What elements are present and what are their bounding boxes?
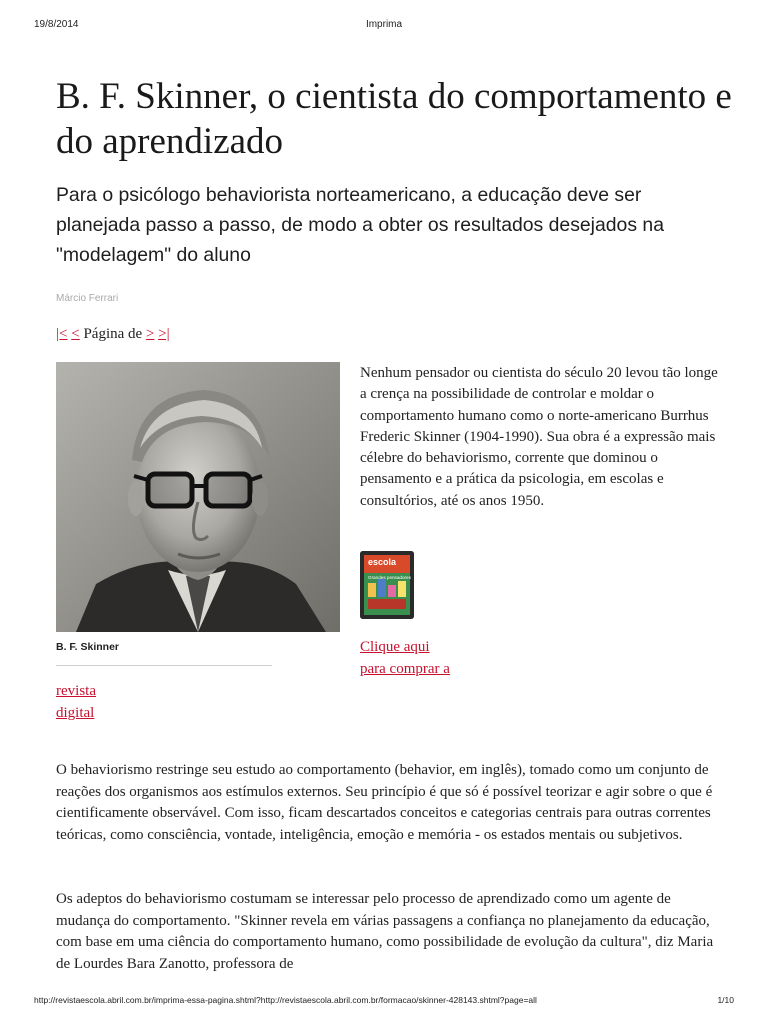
skinner-portrait: [56, 362, 340, 632]
portrait-photo: [56, 362, 340, 632]
page-label: Página de: [83, 326, 143, 342]
intro-paragraph: Nenhum pensador ou cientista do século 20 levou tão longe a crença na possibilidade de controlar e moldar o comportamento humano como o norte-americano Burrhus Frederic Skinner (1904-1990). Sua obra é a expressão mais célebre do behaviorismo, corrente que dominou o pensamento e a prática da psicologia, em escolas e consultórios, até os anos 1950.: [360, 365, 718, 509]
body-paragraph: Os adeptos do behaviorismo costumam se interessar pelo processo de aprendizado como um agente de mudança do comportamento. "Skinner revela em várias passagens a confiança no planejamento da educação, com base em uma ciência do comportamento humano, como possibilidade de evolução da cultura", diz Maria de Lourdes Bara Zanotto, professora de: [56, 891, 714, 972]
buy-magazine-link-continued: [56, 680, 96, 724]
buy-magazine-link-revista[interactable]: revista: [56, 683, 96, 699]
magazine-cover-title: escola: [368, 557, 397, 567]
print-date: 19/8/2014: [34, 19, 79, 30]
photo-caption: B. F. Skinner: [56, 641, 120, 653]
print-footer: [34, 995, 734, 1009]
print-page-title: Imprima: [365, 19, 403, 30]
print-header: [34, 19, 734, 33]
article-title: B. F. Skinner, o cientista do comportamento e do aprendizado: [56, 76, 732, 162]
previous-page-link[interactable]: <: [71, 326, 80, 342]
first-page-link[interactable]: |<: [56, 326, 68, 342]
buy-magazine-link: [360, 636, 450, 680]
print-url: http://revistaescola.abril.com.br/imprima-essa-pagina.shtml?http://revistaescola.abril.com.br/formacao/skinner-428143.shtml?page=all: [34, 995, 537, 1005]
buy-magazine-link-comprar[interactable]: para comprar a: [360, 661, 450, 677]
buy-magazine-link-clique[interactable]: Clique aqui: [360, 639, 430, 655]
body-paragraph: O behaviorismo restringe seu estudo ao comportamento (behavior, em inglês), tomado como um conjunto de reações dos organismos aos estímulos externos. Seu princípio é que só é possível teorizar e agir sobre o que é cientificamente observável. Com isso, ficam descartados conceitos e categorias centrais para outras correntes teóricas, como consciência, vontade, inteligência, emoção e memória - os estados mentais ou subjetivos.: [56, 762, 713, 843]
pagination: [56, 326, 170, 343]
print-page-number: 1/10: [717, 995, 734, 1005]
buy-magazine-link-digital[interactable]: digital: [56, 705, 95, 721]
caption-divider: [56, 665, 272, 666]
last-page-link[interactable]: >|: [158, 326, 170, 342]
article-author: Márcio Ferrari: [56, 293, 119, 304]
magazine-cover-image: [360, 551, 414, 619]
article-subtitle: Para o psicólogo behaviorista norteamericano, a educação deve ser planejada passo a passo, de modo a obter os resultados desejados na "modelagem" do aluno: [56, 184, 664, 266]
next-page-link[interactable]: >: [145, 326, 155, 342]
magazine-cover-subtitle: Grandes pensadores: [368, 575, 411, 580]
magazine-cover[interactable]: [360, 551, 414, 619]
